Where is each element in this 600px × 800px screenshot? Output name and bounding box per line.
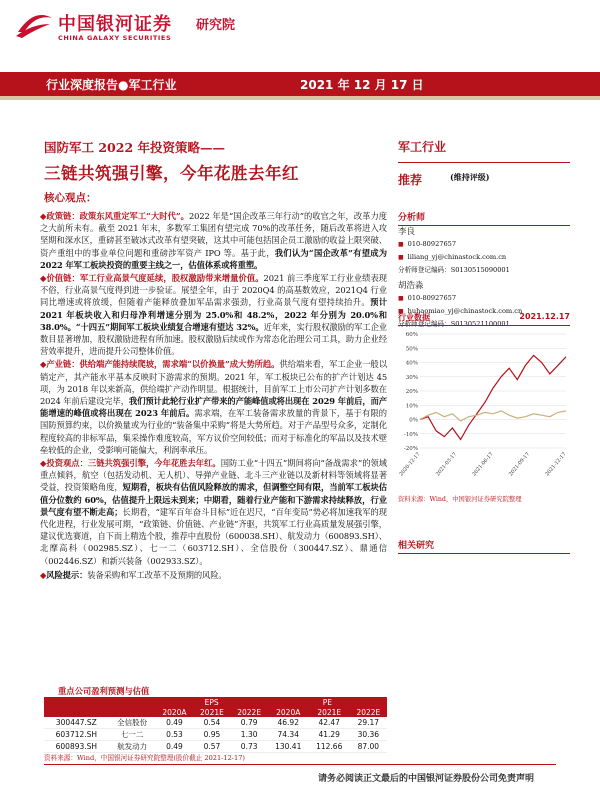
- table-cell: 七一二: [109, 729, 156, 741]
- section-emphasis: 我们预计此轮行业扩产带来的产能峰值或将出现在 2029 年前后，而产能增速的峰值或将出现在 2023 年前后。: [40, 396, 387, 419]
- risk-head: 风险提示：: [46, 569, 88, 580]
- table-row: [44, 717, 387, 729]
- table-header-eps: EPS: [156, 697, 268, 707]
- analyst-1: [398, 226, 570, 276]
- section-risk: [40, 569, 387, 581]
- table-cell: 42.47: [309, 717, 350, 729]
- table-header-year: 2022E: [231, 707, 268, 717]
- bullet-icon: ◆: [40, 211, 47, 221]
- rating-row: [398, 162, 570, 188]
- section-emphasis: 我们认为“国企改革”有望成为 2022 年军工板块投资的重要主线之一，估值体系或将重塑。: [40, 247, 387, 270]
- report-title: 三链共筑强引擎，今年花胜去年红: [44, 164, 299, 183]
- bullet-icon: ◆: [40, 273, 47, 284]
- table-cell: 0.54: [193, 717, 230, 729]
- y-tick-label: 30%: [405, 374, 418, 381]
- x-tick-label: 2021-06-17: [471, 451, 495, 478]
- table-cell: 30.36: [350, 729, 387, 741]
- phone-icon: ■: [398, 241, 404, 248]
- y-tick-label: 10%: [405, 403, 418, 410]
- section-text: 国防工业“十四五”期间将向“备战需求”的领域重点倾斜，航空（包括发动机、无人机）、导弹产业链、北斗三产业链以及新材料等领域将显著受益，投资策略角度，: [40, 458, 387, 493]
- section-head: 产业链：供给端产能持续爬坡，需求端“以价换量”成大势所趋。: [46, 359, 280, 370]
- table-cell: 航发动力: [109, 741, 156, 753]
- section-text: 2022 年是“国企改革三年行动”的收官之年，改革力度之大前所未有。截至 2021 年末，多数军工集团有望完成 70%的改革任务，随后改革将进入攻坚期和深水区，重磅甚至破冰式改革有望突破，这其中可能包括国企员工激励的收益上限突破、资产重组中的事业单位问题和重磅涉军资产 IPO 等。基于此，: [40, 211, 388, 258]
- x-tick-label: 2021-09-17: [507, 451, 532, 478]
- table-title: 重点公司盈利预测与估值: [58, 686, 150, 696]
- analyst-cert: 分析师登记编码：S0130515090001: [398, 266, 510, 274]
- section-emphasis: 短期看，板块有估值风险释放的需求，但调整空间有限，当前军工板块估值分位数约 60%，估值提升上限远未到来；中期看，随着行业产能和下游需求持续释放，行业景气度有望不断走高；: [40, 482, 387, 517]
- y-tick-label: 50%: [405, 346, 418, 353]
- industry-label: 军工行业: [398, 140, 447, 154]
- table-header-year: 2022E: [350, 707, 387, 717]
- y-tick-label: 0%: [409, 417, 418, 424]
- chart-title: 行业数据: [398, 313, 430, 322]
- y-tick-label: -20%: [403, 446, 418, 452]
- section-text: 2021 前三季度军工行业业绩表现不俗，行业高景气度得到进一步验证。展望全年，由于 2020Q4 的高基数效应，2021Q4 行业同比增速或将放缓，但随着产能释放叠加军品需求强劲，行业高景气度有望持续抬升。: [40, 273, 387, 308]
- rating-note: (维持评级): [450, 172, 490, 182]
- table-row: [44, 729, 387, 741]
- report-body: [40, 210, 387, 582]
- bullet-icon: ◆: [40, 569, 47, 580]
- phone-icon: ■: [398, 295, 404, 302]
- table-cell: 全信股份: [109, 717, 156, 729]
- brand-name: 中国银河证券: [58, 14, 172, 35]
- table-cell: 1.30: [231, 729, 268, 741]
- table-cell: 0.79: [231, 717, 268, 729]
- table-cell: 46.92: [268, 717, 309, 729]
- table-cell: 74.34: [268, 729, 309, 741]
- industry-chart: [398, 328, 570, 488]
- table-cell: 0.73: [231, 741, 268, 753]
- table-cell: 300447.SZ: [44, 717, 109, 729]
- y-tick-label: 20%: [405, 389, 418, 395]
- chart-source: 资料来源：Wind，中国银河证券研究院整理: [398, 496, 522, 503]
- table-header-year: 2020A: [156, 707, 194, 717]
- table-header-year: 2020A: [268, 707, 309, 717]
- table-cell: 87.00: [350, 741, 387, 753]
- galaxy-logo-icon: [14, 10, 54, 40]
- brand-name-en: CHINA GALAXY SECURITIES: [58, 34, 172, 42]
- section-text: 供给端来看，军工企业一般以销定产，其产能水平基本反映时下游需求的预期。2021 年，军工板块已公布的扩产计划达 45 项，为 2018 年以来新高，供给端扩产动作明显。根据统计，目前军工上市公司扩产计划多数在 2024 年前后建设完毕，: [40, 359, 388, 407]
- analyst-name: 李良: [398, 227, 416, 237]
- report-type-bar: [0, 72, 600, 96]
- table-cell: 603712.SH: [44, 729, 109, 741]
- y-tick-label: 60%: [405, 332, 418, 338]
- email-icon: ■: [398, 254, 404, 261]
- section-head: 投资观点：三链共筑强引擎，今年花胜去年红。: [46, 458, 221, 469]
- table-header: [109, 697, 156, 717]
- analyst-phone: 010-80927657: [407, 294, 457, 302]
- institute-label: 研究院: [196, 18, 236, 33]
- risk-text: 装备采购和军工改革不及预期的风险。: [87, 569, 227, 580]
- section-text: 近年来，实行股权激励的军工企业数目显著增加，股权激励进程有所加速。股权激励后续或作为常态化治理公司工具，助力企业经营效率提升，进而提升公司整体价值。: [40, 321, 387, 357]
- x-tick-label: 2021-03-17: [434, 451, 459, 478]
- table-header-year: 2021E: [193, 707, 230, 717]
- analyst-name: 胡浩淼: [398, 281, 424, 291]
- chart-header: [398, 312, 570, 326]
- section-value: [40, 272, 387, 357]
- section-industry: [40, 358, 387, 456]
- divider: [0, 96, 600, 100]
- x-tick-label: 2021-12-17: [544, 451, 568, 478]
- table-row: [44, 741, 387, 753]
- table-cell: 0.53: [156, 729, 194, 741]
- table-header-pe: PE: [268, 697, 387, 707]
- table-header: [44, 697, 109, 717]
- table-cell: 0.49: [156, 741, 194, 753]
- title-block: [44, 138, 387, 205]
- y-tick-label: -10%: [403, 431, 418, 438]
- analyst-email[interactable]: liliang_yj@chinastock.com.cn: [407, 253, 507, 261]
- related-title: 相关研究: [398, 538, 570, 554]
- forecast-table: [44, 697, 387, 753]
- report-type: 行业深度报告●军工行业: [46, 78, 177, 92]
- section-policy: [40, 210, 387, 271]
- table-cell: 0.57: [193, 741, 230, 753]
- table-cell: 41.29: [309, 729, 350, 741]
- table-cell: 0.95: [193, 729, 230, 741]
- table-cell: 29.17: [350, 717, 387, 729]
- bullet-icon: ◆: [40, 359, 47, 370]
- analyst-cert: 分析师登记编码：S0130521100001: [398, 320, 510, 328]
- table-source: 资料来源：Wind，中国银河证券研究院整理(股价截止 2021-12-17): [44, 754, 245, 762]
- section-text: 需求端，在军工装备需求放量的背景下，基于有限的国防预算约束，以价换量或为行业的“装备集中采购”将是大势所趋。对于产品型号众多，定制化程度较高的非标军品，集采操作难度较高，军方议价空间较低；而对于标准化的军品以及技术壁垒较低的企业，受影响可能偏大，利润率承压。: [40, 408, 388, 455]
- table-cell: 600893.SH: [44, 741, 109, 753]
- rating: 推荐: [398, 173, 423, 187]
- section-emphasis: 预计 2021 年板块收入和归母净利增速分别为 25.0%和 48.2%，2022 年分别为 20.0%和 38.0%。“十四五”期间军工板块业绩复合增速有望达 32%。: [40, 297, 387, 332]
- report-subtitle: 国防军工 2022 年投资策略——: [44, 140, 225, 155]
- table-header-year: 2021E: [309, 707, 350, 717]
- bullet-icon: ◆: [40, 458, 47, 469]
- chart-date: 2021.12.17: [519, 312, 570, 321]
- footer-disclaimer: 请务必阅读正文最后的中国银河证券股份公司免责声明: [318, 774, 535, 784]
- series-line-0: [420, 355, 566, 439]
- report-header: [0, 0, 600, 60]
- table-cell: 130.41: [268, 741, 309, 753]
- table-cell: 0.49: [156, 717, 194, 729]
- analyst-title: 分析师: [398, 210, 570, 226]
- x-tick-label: 2020-12-17: [398, 451, 422, 478]
- core-label: 核心观点：: [44, 192, 97, 204]
- email-icon: ■: [398, 308, 404, 315]
- section-head: 政策链：政策东风重定军工“大时代”。: [46, 211, 189, 221]
- table-cell: 112.66: [309, 741, 350, 753]
- analyst-email[interactable]: huhaomiao_yj@chinastock.com.cn: [407, 307, 523, 315]
- footer-divider: [44, 764, 556, 765]
- section-investment: [40, 457, 387, 567]
- y-tick-label: 40%: [405, 360, 418, 367]
- section-head: 价值链：军工行业高景气度延续，股权激励带来增量价值。: [46, 273, 264, 284]
- section-text: 长期看，“建军百年奋斗目标”近在迟尺，“百年变局”势必将加速我军的现代化进程，行业发展可期，“政策链、价值链、产业链”齐驱，共筑军工行业高质量发展强引擎，建议优选赛道，自下而上精选个股，推荐中直股份（600038.SH）、航发动力（600893.SH）、北摩高科（002985.SZ）、七一二（603712.SH）、全信股份（300447.SZ）、鼎通信（002446.SZ）和新兴装备（002933.SZ）。: [40, 506, 387, 566]
- analyst-phone: 010-80927657: [407, 240, 457, 248]
- report-date: 2021 年 12 月 17 日: [300, 78, 424, 92]
